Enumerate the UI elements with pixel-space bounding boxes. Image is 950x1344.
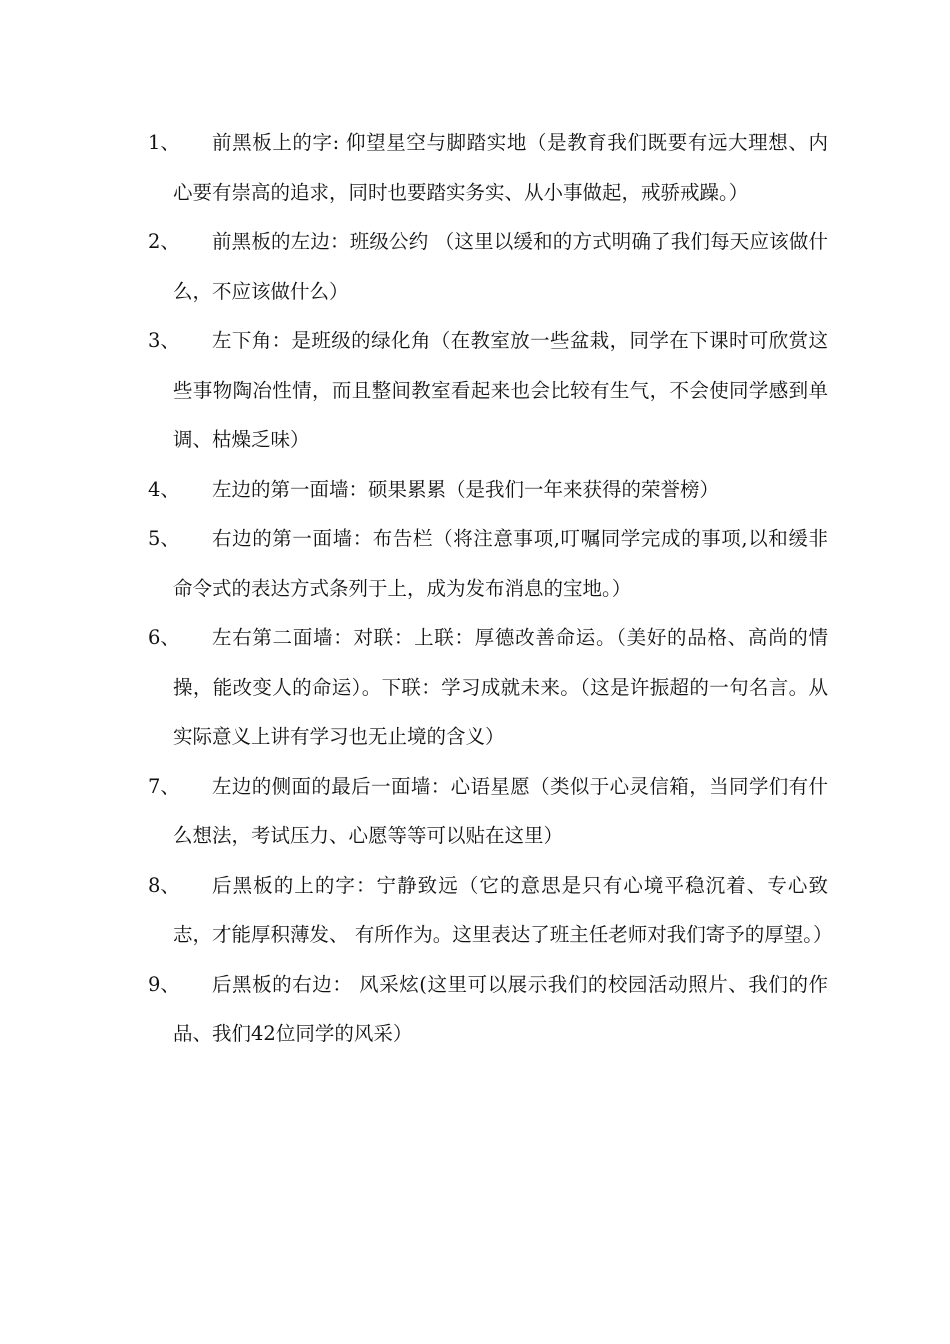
item-number: 7、 [148, 774, 180, 798]
list-item [148, 316, 828, 465]
item-number: 4、 [148, 477, 180, 501]
item-number: 1、 [148, 131, 180, 154]
item-text: 左下角：是班级的绿化角（在教室放一些盆栽，同学在下课时可欣赏这些事物陶冶性情，而且整间教室看起来也会比较有生气，不会使同学感到单调、枯燥乏味） [173, 329, 828, 451]
list-item [148, 514, 828, 613]
item-text: 后黑板的右边： 风采炫(这里可以展示我们的校园活动照片、我们的作品、我们42位同学的风采） [173, 972, 828, 1045]
item-text: 右边的第一面墙：布告栏（将注意事项,叮嘱同学完成的事项,以和缓非命令式的表达方式条列于上，成为发布消息的宝地。） [173, 527, 828, 600]
item-text: 左右第二面墙：对联：上联：厚德改善命运。（美好的品格、高尚的情操，能改变人的命运）。下联：学习成就未来。（这是许振超的一句名言。从实际意义上讲有学习也无止境的含义） [173, 626, 828, 748]
item-number: 2、 [148, 230, 180, 253]
list-item [148, 762, 828, 861]
item-number: 5、 [148, 527, 180, 550]
item-text: 后黑板的上的字：宁静致远（它的意思是只有心境平稳沉着、专心致志，才能厚积薄发、 有所作为。这里表达了班主任老师对我们寄予的厚望。） [173, 873, 833, 946]
list-item [148, 118, 828, 217]
list-item [148, 861, 833, 960]
item-text: 左边的第一面墙：硕果累累（是我们一年来获得的荣誉榜） [212, 477, 720, 501]
item-number: 6、 [148, 626, 180, 649]
list-item [148, 613, 828, 762]
item-text: 左边的侧面的最后一面墙：心语星愿（类似于心灵信箱，当同学们有什么想法，考试压力、心愿等等可以贴在这里） [173, 774, 828, 847]
item-number: 9、 [148, 972, 180, 996]
item-text: 前黑板的左边：班级公约 （这里以缓和的方式明确了我们每天应该做什么，不应该做什么） [173, 230, 828, 303]
list-item [148, 217, 828, 316]
numbered-list [148, 118, 833, 1059]
list-item [148, 960, 828, 1059]
item-number: 8、 [148, 873, 180, 897]
item-text: 前黑板上的字: 仰望星空与脚踏实地（是教育我们既要有远大理想、内心要有崇高的追求，同时也要踏实务实、从小事做起，戒骄戒躁。） [173, 131, 828, 204]
item-number: 3、 [148, 329, 180, 352]
list-item [148, 465, 828, 515]
